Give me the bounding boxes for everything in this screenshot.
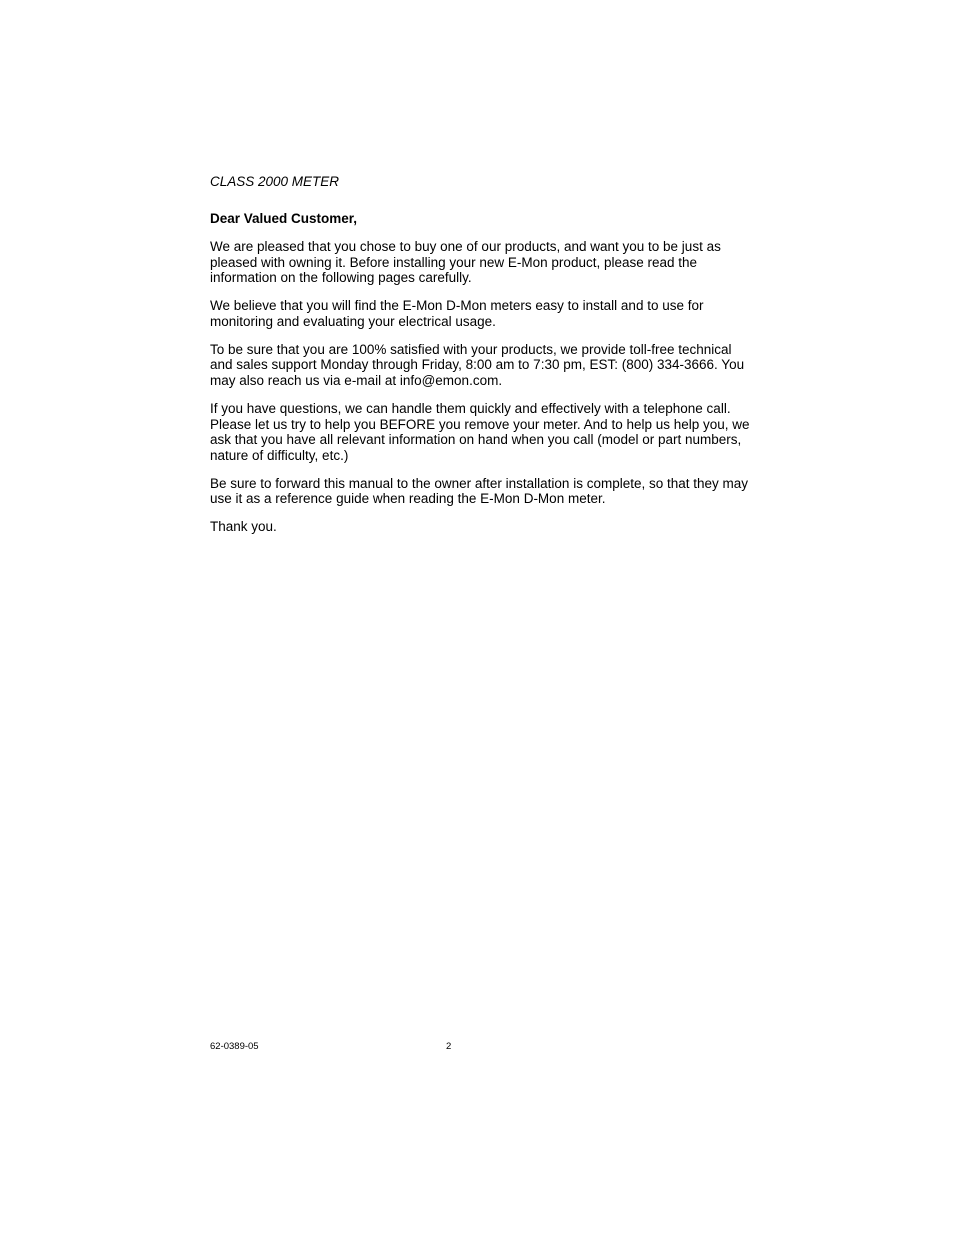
paragraph-thank-you: Thank you. [210,519,277,535]
document-code: 62-0389-05 [210,1041,259,1052]
paragraph-support: To be sure that you are 100% satisfied with your products, we provide toll-free technical and sales support Monday through Friday, 8:00 am to 7:30 pm, EST: (800) 334-3666. You may also reach us via e-mail at info@emon.com. [210,341,745,388]
document-header: CLASS 2000 METER [210,174,340,189]
paragraph-questions: If you have questions, we can handle them quickly and effectively with a telephone call. Please let us try to help you BEFORE you remove your meter. And to help us help you, we ask that you have all relevant information on hand when you call (model or part numbers, nature of difficulty, etc.) [210,400,750,463]
salutation: Dear Valued Customer, [210,211,358,226]
paragraph-forward-manual: Be sure to forward this manual to the owner after installation is complete, so that they may use it as a reference guide when reading the E-Mon D-Mon meter. [210,475,749,507]
paragraph-intro: We are pleased that you chose to buy one of our products, and want you to be just as pleased with owning it. Before installing your new E-Mon product, please read the information on the following pages carefully. [210,239,721,286]
paragraph-easy-install: We believe that you will find the E-Mon D-Mon meters easy to install and to use for monitoring and evaluating your electrical usage. [210,298,704,329]
page-number: 2 [446,1041,452,1052]
letter-body [210,174,750,547]
